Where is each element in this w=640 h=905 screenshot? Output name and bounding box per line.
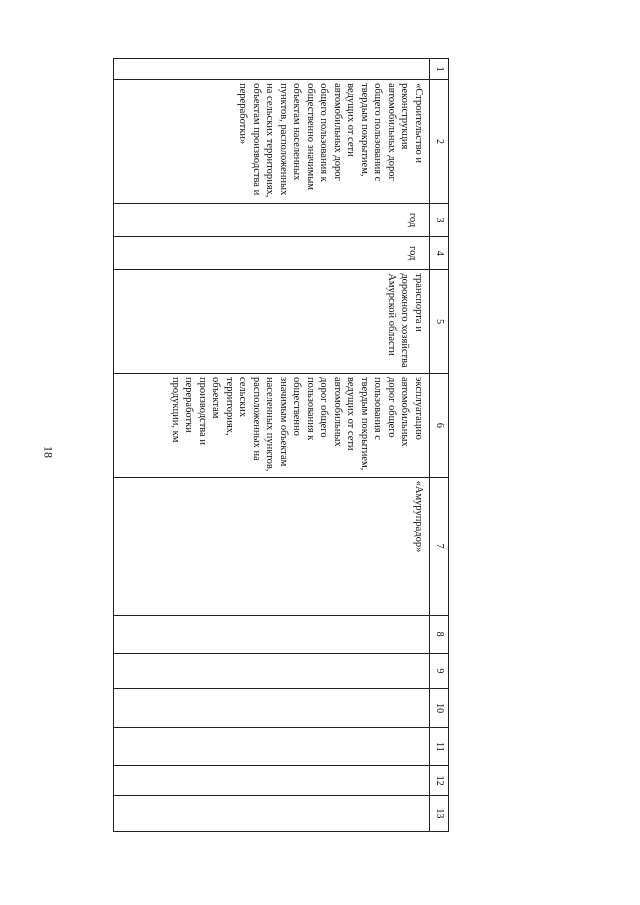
column-header: 7 <box>430 477 449 615</box>
column-header: 6 <box>430 373 449 477</box>
table-cell <box>114 59 430 80</box>
column-header: 5 <box>430 270 449 374</box>
table-cell: год <box>114 237 430 270</box>
table-row <box>114 59 430 832</box>
table-cell: транспорта и дорожного хозяйства Амурской области <box>114 270 430 374</box>
column-header: 8 <box>430 615 449 653</box>
table-cell: «Строительство и реконструкция автомобильных дорог общего пользования с твердым покрытием, ведущих от сети автомобильных дорог общего пользования к общественно значимым объектам населенных пунктов, расположенных на сельских территориях, объектам производства и переработки» <box>114 80 430 204</box>
table-cell <box>114 653 430 688</box>
column-header: 3 <box>430 203 449 236</box>
table-cell <box>114 615 430 653</box>
table-cell <box>114 688 430 727</box>
table-cell: эксплуатацию автомобильных дорог общего пользования с твердым покрытием, ведущих от сети автомобильных дорог общего пользования к общественно значимым объектам населенных пунктов, расположенных на сельских территориях, объектам производства и переработки продукции, км <box>114 373 430 477</box>
table-cell <box>114 795 430 831</box>
table-cell <box>114 728 430 766</box>
column-header: 10 <box>430 688 449 727</box>
column-header: 1 <box>430 59 449 80</box>
column-header: 2 <box>430 80 449 204</box>
rotated-page <box>113 58 449 832</box>
column-header: 11 <box>430 728 449 766</box>
column-header: 12 <box>430 766 449 795</box>
table-cell: год <box>114 203 430 236</box>
table-cell: «Амурупрадор» <box>114 477 430 615</box>
data-table <box>113 58 449 832</box>
rotated-table-frame <box>113 58 449 832</box>
header-row <box>430 59 449 832</box>
column-header: 4 <box>430 237 449 270</box>
column-header: 9 <box>430 653 449 688</box>
page-number: 18 <box>41 446 56 458</box>
column-header: 13 <box>430 795 449 831</box>
table-cell <box>114 766 430 795</box>
